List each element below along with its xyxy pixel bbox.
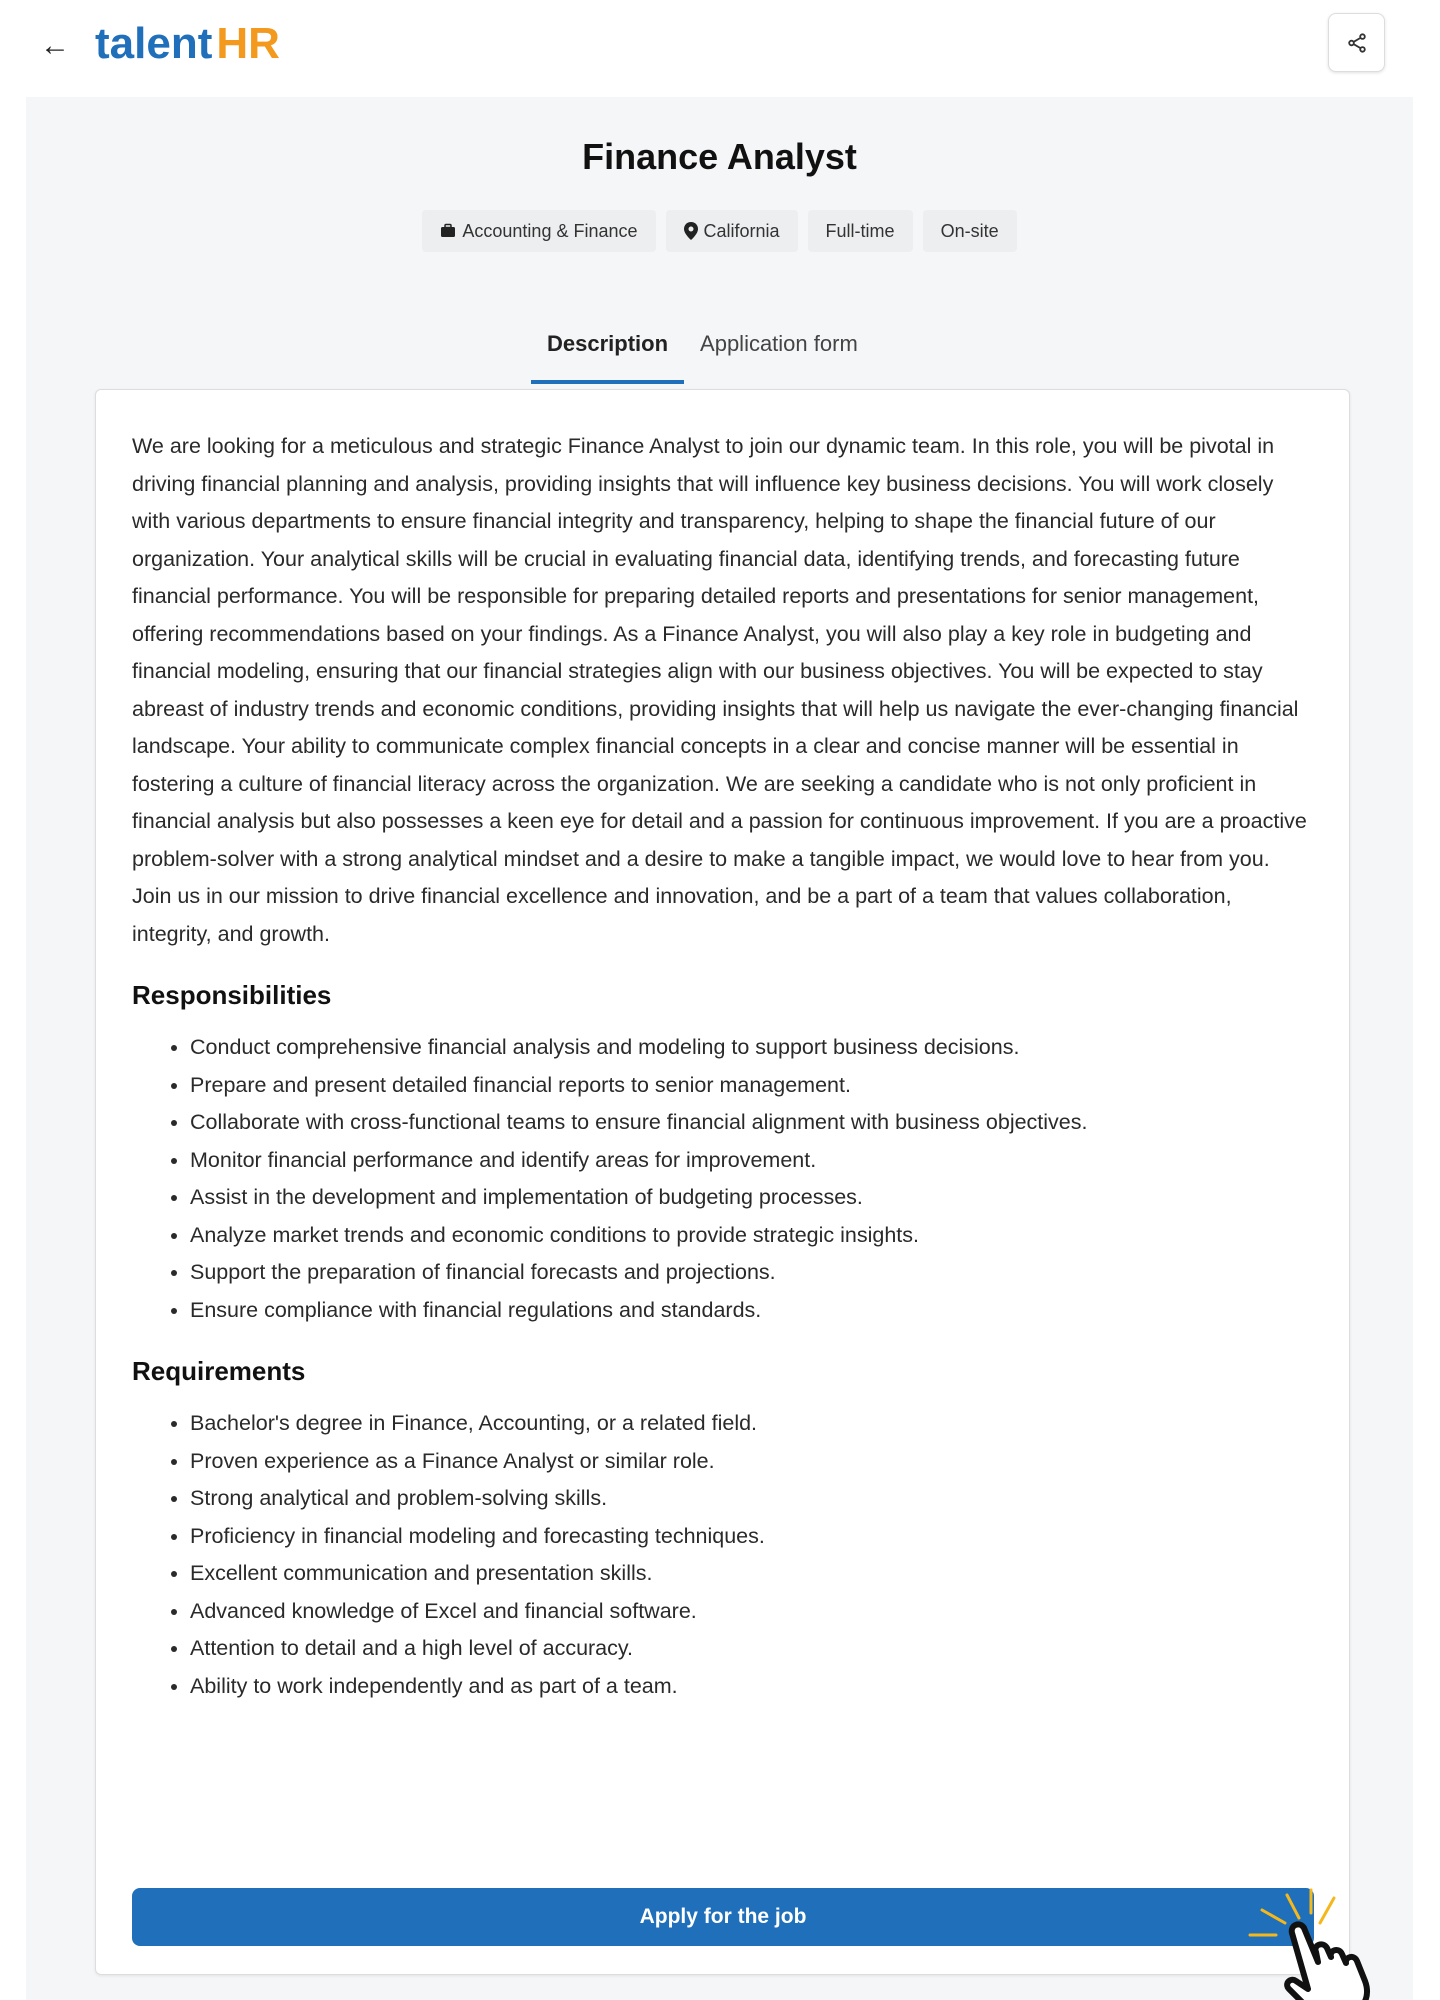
tag-employment-type: Full-time [808, 210, 913, 252]
tab-description[interactable]: Description [531, 330, 684, 384]
spacer [132, 1705, 1313, 1745]
list-item: • Assist in the development and implementation of budgeting processes. [190, 1179, 1313, 1217]
requirements-list [132, 1405, 1313, 1705]
responsibilities-heading: Responsibilities [132, 980, 332, 1010]
tab-application-form[interactable]: Application form [700, 331, 858, 356]
job-description: We are looking for a meticulous and strategic Finance Analyst to join our dynamic team. In this role, you will be pivotal in driving financial planning and analysis, providing insights that will influence key business decisions. You will work closely with various departments to ensure financial integrity and transparency, helping to shape the financial future of our organization. Your analytical skills will be crucial in evaluating financial data, identifying trends, and forecasting future financial performance. You will be responsible for preparing detailed reports and presentations for senior management, offering recommendations based on your findings. As a Finance Analyst, you will also play a key role in budgeting and financial modeling, ensuring that our financial strategies align with our business objectives. You will be expected to stay abreast of industry trends and economic conditions, providing insights that will help us navigate the ever-changing financial landscape. Your ability to communicate complex financial concepts in a clear and concise manner will be essential in fostering a culture of financial literacy across the organization. We are seeking a candidate who is not only proficient in financial analysis but also possesses a keen eye for detail and a passion for continuous improvement. If you are a proactive problem-solver with a strong analytical mindset and a desire to make a tangible impact, we would love to hear from you. Join us in our mission to drive financial excellence and innovation, and be a part of a team that values collaboration, integrity, and growth. [132, 434, 1307, 946]
job-tags [26, 210, 1413, 252]
list-item: • Collaborate with cross-functional teams to ensure financial alignment with business objectives. [190, 1104, 1313, 1142]
tabs [531, 330, 874, 384]
map-pin-icon [684, 222, 698, 240]
list-item: • Analyze market trends and economic conditions to provide strategic insights. [190, 1217, 1313, 1255]
list-item: • Proven experience as a Finance Analyst or similar role. [190, 1443, 1313, 1481]
list-item: • Ensure compliance with financial regulations and standards. [190, 1292, 1313, 1330]
list-item: • Monitor financial performance and identify areas for improvement. [190, 1142, 1313, 1180]
list-item: • Prepare and present detailed financial reports to senior management. [190, 1067, 1313, 1105]
tag-department: Accounting & Finance [422, 210, 655, 252]
tag-location: California [666, 210, 798, 252]
back-arrow-icon[interactable]: ← [40, 29, 70, 62]
list-item: • Attention to detail and a high level of accuracy. [190, 1630, 1313, 1668]
share-button[interactable] [1328, 13, 1385, 72]
list-item: • Strong analytical and problem-solving skills. [190, 1480, 1313, 1518]
briefcase-icon [440, 223, 456, 239]
list-item: • Excellent communication and presentation skills. [190, 1555, 1313, 1593]
responsibilities-list [132, 1029, 1313, 1329]
list-item: • Ability to work independently and as part of a team. [190, 1668, 1313, 1706]
list-item: • Support the preparation of financial forecasts and projections. [190, 1254, 1313, 1292]
requirements-heading: Requirements [132, 1356, 306, 1386]
list-item: • Proficiency in financial modeling and forecasting techniques. [190, 1518, 1313, 1556]
apply-button[interactable]: Apply for the job [132, 1888, 1314, 1946]
share-icon [1346, 32, 1368, 54]
tag-workplace: On-site [923, 210, 1017, 252]
talenthr-logo[interactable]: talentHR [95, 19, 280, 68]
description-card [95, 389, 1350, 1975]
job-title: Finance Analyst [582, 136, 857, 177]
list-item: • Advanced knowledge of Excel and financial software. [190, 1593, 1313, 1631]
list-item: • Conduct comprehensive financial analysis and modeling to support business decisions. [190, 1029, 1313, 1067]
list-item: • Bachelor's degree in Finance, Accounting, or a related field. [190, 1405, 1313, 1443]
